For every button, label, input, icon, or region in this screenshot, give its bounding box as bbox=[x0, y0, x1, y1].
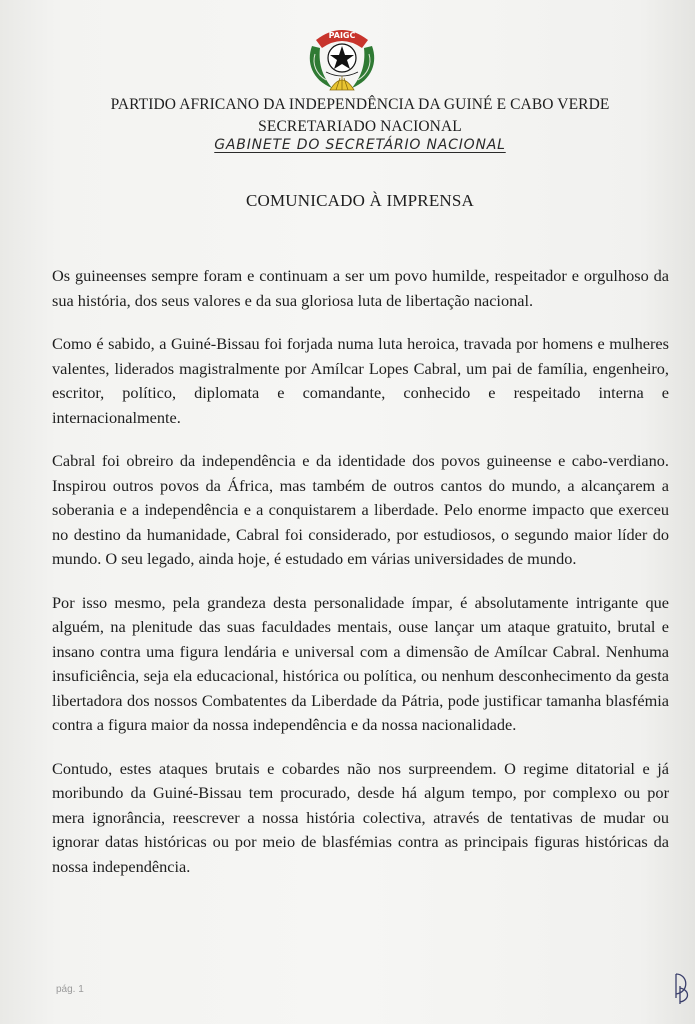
document-body bbox=[52, 264, 669, 898]
paragraph: Os guineenses sempre foram e continuam a ser um povo humilde, respeitador e orgulhoso da sua história, dos seus valores e da sua gloriosa luta de libertação nacional. bbox=[52, 266, 669, 310]
secretariat-name: SECRETARIADO NACIONAL bbox=[258, 118, 462, 135]
office-name-text: GABINETE DO SECRETÁRIO NACIONAL bbox=[214, 137, 506, 153]
handwritten-initials bbox=[672, 968, 694, 1008]
paragraph: Cabral foi obreiro da independência e da identidade dos povos guineense e cabo-verdiano. Inspirou outros povos da África, mas também de outros cantos do mundo, a alcançarem a soberania e a independência e a conquistarem a liberdade. Pelo enorme impacto que exerceu no destino da humanidade, Cabral foi considerado, por estudiosos, o segundo maior líder do mundo. O seu legado, ainda hoje, é estudado em várias universidades de mundo. bbox=[52, 451, 669, 568]
party-name: PARTIDO AFRICANO DA INDEPENDÊNCIA DA GUINÉ E CABO VERDE bbox=[110, 96, 610, 113]
paragraph: Contudo, estes ataques brutais e cobardes não nos surpreendem. O regime ditatorial e já moribundo da Guiné-Bissau tem procurado, desde há algum tempo, por complexo ou por mera ignorância, reescrever a nossa história colectiva, através de tentativas de mudar ou ignorar datas históricas ou por meio de blasfémias contra as principais figuras históricas da nossa independência. bbox=[52, 758, 669, 876]
paigc-logo bbox=[302, 18, 382, 94]
page-number: pág. 1 bbox=[56, 984, 84, 995]
paragraph: Por isso mesmo, pela grandeza desta personalidade ímpar, é absolutamente intrigante que alguém, na plenitude das suas faculdades mentais, ouse lançar um ataque gratuito, brutal e insano contra uma figura lendária e universal com a dimensão de Amílcar Cabral. Nenhuma insuficiência, seja ela educacional, histórica ou política, ou nenhum desconhecimento da gesta libertadora dos nossos Combatentes da Liberdade da Pátria, pode justificar tamanha blasfémia contra a figura maior da nossa independência e da nossa nacionalidade. bbox=[52, 592, 669, 734]
office-name bbox=[40, 137, 680, 153]
logo-banner-text: PAIGC bbox=[328, 31, 356, 40]
paragraph: Como é sabido, a Guiné-Bissau foi forjada numa luta heroica, travada por homens e mulheres valentes, liderados magistralmente por Amílcar Lopes Cabral, um pai de família, engenheiro, escritor, político, diplomata e comandante, conhecido e respeitado interna e internacionalmente. bbox=[52, 334, 669, 427]
document-title: COMUNICADO À IMPRENSA bbox=[245, 191, 475, 210]
